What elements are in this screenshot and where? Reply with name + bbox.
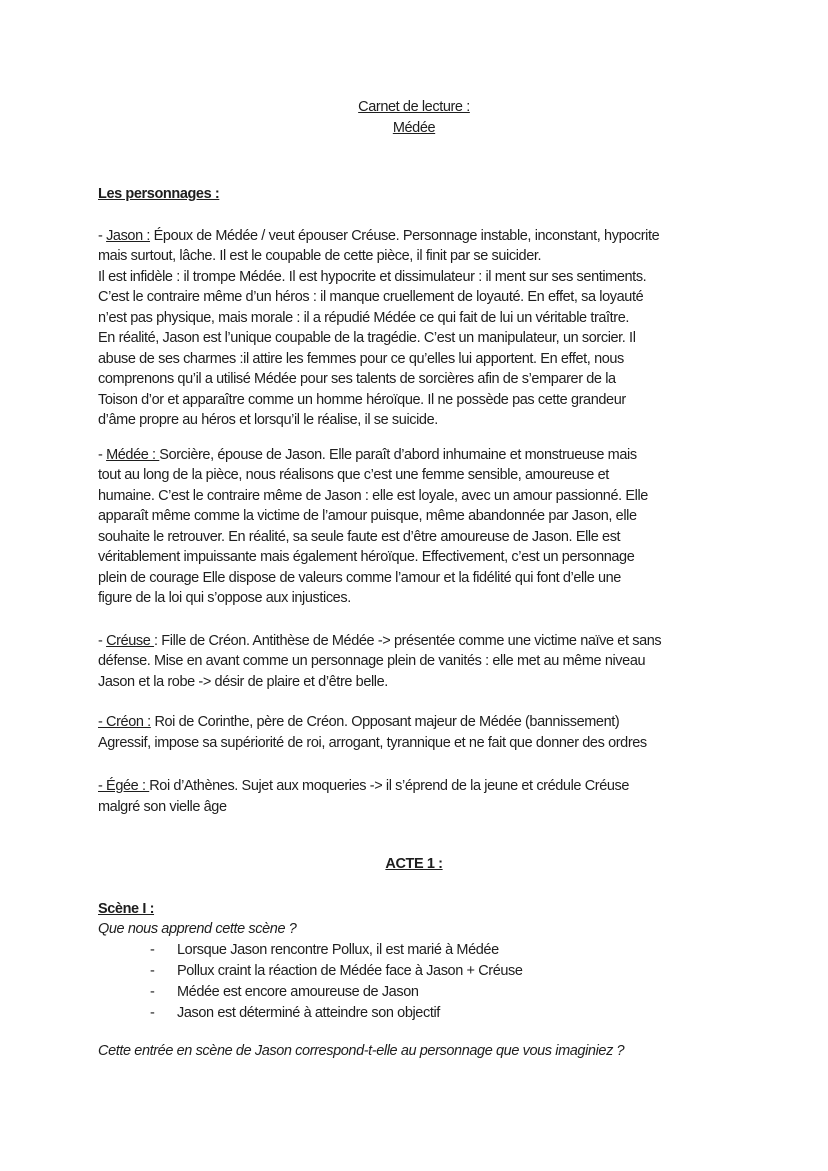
character-first-line [98,226,748,247]
character-line: plein de courage Elle dispose de valeurs comme l’amour et la fidélité qui font d’elle une [98,569,621,586]
dash: - [98,632,107,649]
character-line: malgré son vielle âge [98,798,227,815]
scene-point-text: Pollux craint la réaction de Médée face à Jason + Créuse [177,962,523,979]
scene-point-text: Jason est déterminé à atteindre son objectif [177,1004,440,1021]
character-name: Créuse [106,632,155,649]
character-line: Toison d’or et apparaître comme un homme héroïque. Il ne possède pas cette grandeur [98,391,626,408]
character-line: En réalité, Jason est l’unique coupable de la tragédie. C’est un manipulateur, un sorcier. Il [98,330,636,346]
character-name: - Créon : [98,714,151,730]
heading-acte-1 [98,854,730,875]
character-line: humaine. C’est le contraire même de Jason : elle est loyale, avec un amour passionné. Elle [98,487,648,504]
scene-question: Que nous apprend cette scène ? [98,921,297,937]
heading-personnages: Les personnages : [98,186,220,202]
character-line: C’est le contraire même d’un héros : il manque cruellement de loyauté. En effet, sa loyauté [98,289,644,305]
bullet-dash: - [150,983,155,1000]
title-line-1 [98,97,730,118]
character-first-line [98,631,748,652]
character-first-line-rest: Sorcière, épouse de Jason. Elle paraît d’abord inhumaine et monstrueuse mais [159,446,637,463]
document-title [98,97,730,138]
character-first-line-rest: Époux de Médée / veut épouser Créuse. Personnage instable, inconstant, hypocrite [150,227,660,244]
bullet-dash: - [150,1004,155,1021]
heading-acte-1-text: ACTE 1 : [385,856,443,872]
scene-point-row [98,961,748,982]
scene-point-text: Lorsque Jason rencontre Pollux, il est marié à Médée [177,941,499,958]
character-line: n’est pas physique, mais morale : il a répudié Médée ce qui fait de lui un véritable traître. [98,309,630,326]
character-lines [98,246,748,431]
bullet-dash: - [150,941,155,958]
character-first-line-rest: : Fille de Créon. Antithèse de Médée -> présentée comme une victime naïve et sans [154,632,662,649]
character-first-line-rest: Roi de Corinthe, père de Créon. Opposant majeur de Médée (bannissement) [150,714,620,730]
title-line-2-text: Médée [392,119,436,136]
closing-question: Cette entrée en scène de Jason correspond-t-elle au personnage que vous imaginiez ? [98,1042,625,1059]
dash: - [98,446,107,463]
heading-scene-1: Scène I : [98,900,155,917]
scene-point-text: Médée est encore amoureuse de Jason [177,983,419,1000]
character-line: d’âme propre au héros et lorsqu’il le réalise, il se suicide. [98,412,438,428]
scene-point-row [98,982,748,1003]
character-line: comprenons qu’il a utilisé Médée pour ses talents de sorcières afin de s’emparer de la [98,371,616,387]
character-first-line [98,712,748,733]
scene-point-row [98,1003,748,1024]
character-name: - Égée : [98,778,150,794]
character-line: Agressif, impose sa supériorité de roi, arrogant, tyrannique et ne fait que donner des ordres [98,734,647,751]
character-line: défense. Mise en avant comme un personnage plein de vanités : elle met au même niveau [98,653,646,669]
character-first-line [98,445,748,466]
character-first-line [98,776,748,797]
character-lines [98,465,748,609]
character-entry-creon [98,712,748,753]
title-line-1-text: Carnet de lecture : [358,99,470,115]
character-line: apparaît même comme la victime de l’amour puisque, même abandonnée par Jason, elle [98,508,637,524]
dash: - [98,227,107,244]
character-line: souhaite le retrouver. En réalité, sa seule faute est d’être amoureuse de Jason. Elle est [98,528,621,545]
character-line: figure de la loi qui s’oppose aux injustices. [98,590,351,606]
title-line-2 [98,118,730,139]
character-line: Il est infidèle : il trompe Médée. Il est hypocrite et dissimulateur : il ment sur ses sentiments. [98,268,647,285]
character-name: Médée : [106,446,160,463]
character-name: Jason : [106,227,151,244]
character-entry-egee [98,776,748,817]
character-line: abuse de ses charmes :il attire les femmes pour ce qu’elles lui apportent. En effet, nous [98,350,624,367]
character-lines [98,733,748,754]
character-line: mais surtout, lâche. Il est le coupable de cette pièce, il finit par se suicider. [98,248,542,264]
character-line: véritablement impuissante mais également héroïque. Effectivement, c’est un personnage [98,549,635,565]
character-first-line-rest: Roi d’Athènes. Sujet aux moqueries -> il s’éprend de la jeune et crédule Créuse [149,778,630,794]
character-lines [98,651,748,692]
character-lines [98,797,748,818]
character-entry-medee [98,445,748,609]
character-entry-jason [98,226,748,431]
bullet-dash: - [150,962,155,979]
character-line: tout au long de la pièce, nous réalisons que c’est une femme sensible, amoureuse et [98,467,609,483]
character-line: Jason et la robe -> désir de plaire et d’être belle. [98,673,388,690]
scene-points-list [98,940,748,1024]
character-entry-creuse [98,631,748,693]
scene-point-row [98,940,748,961]
